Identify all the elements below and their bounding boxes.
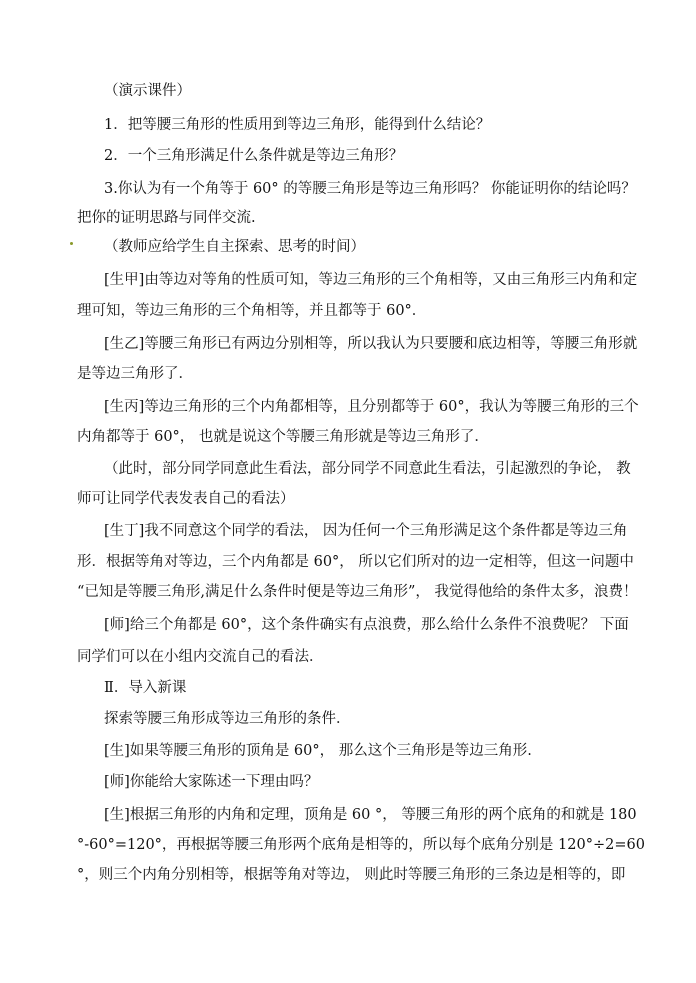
- text-line: 把你的证明思路与同伴交流.: [77, 210, 256, 226]
- text-line: 内角都等于 60°， 也就是说这个等腰三角形就是等边三角形了．: [77, 429, 489, 445]
- text-line: [生丁]我不同意这个同学的看法， 因为任何一个三角形满足这个条件都是等边三角: [104, 523, 628, 539]
- text-line: 理可知，等边三角形的三个角相等，并且都等于 60°．: [77, 303, 427, 319]
- text-line: [生]根据三角形的内角和定理，顶角是 60 °， 等腰三角形的两个底角的和就是 180: [104, 807, 637, 823]
- text-line: 1．把等腰三角形的性质用到等边三角形，能得到什么结论？: [104, 117, 491, 133]
- text-line: [生甲]由等边对等角的性质可知，等边三角形的三个角相等，又由三角形三内角和定: [104, 272, 638, 288]
- text-line: [师]你能给大家陈述一下理由吗？: [104, 774, 319, 790]
- text-line: [生丙]等边三角形的三个内角都相等，且分别都等于 60°，我认为等腰三角形的三个: [104, 399, 639, 415]
- text-line: （教师应给学生自主探索、思考的时间）: [104, 239, 365, 255]
- text-line: （此时，部分同学同意此生看法，部分同学不同意此生看法，引起激烈的争论， 教: [104, 461, 631, 477]
- text-line: 是等边三角形了．: [77, 366, 193, 382]
- margin-mark: [70, 242, 73, 245]
- text-line: °-60°=120°，再根据等腰三角形两个底角是相等的，所以每个底角分别是 120°÷2=60: [77, 837, 645, 853]
- text-line: 探索等腰三角形成等边三角形的条件．: [104, 711, 351, 727]
- text-line: [生]如果等腰三角形的顶角是 60°， 那么这个三角形是等边三角形.: [104, 743, 532, 759]
- text-line: 同学们可以在小组内交流自己的看法．: [77, 649, 324, 665]
- text-line: 3.你认为有一个角等于 60° 的等腰三角形是等边三角形吗？ 你能证明你的结论吗？: [104, 181, 636, 197]
- text-line: 师可让同学代表发表自己的看法）: [77, 491, 295, 507]
- text-line: [生乙]等腰三角形已有两边分别相等，所以我认为只要腰和底边相等，等腰三角形就: [104, 336, 638, 352]
- section-heading: Ⅱ．导入新课: [104, 680, 187, 696]
- text-line: [师]给三个角都是 60°，这个条件确实有点浪费，那么给什么条件不浪费呢？ 下面: [104, 617, 629, 633]
- text-line: “已知是等腰三角形,满足什么条件时便是等边三角形”， 我觉得他给的条件太多，浪费！: [77, 584, 638, 600]
- text-line: （演示课件）: [104, 83, 191, 99]
- text-line: °，则三个内角分别相等，根据等角对等边， 则此时等腰三角形的三条边是相等的，即: [77, 867, 626, 883]
- text-line: 形．根据等角对等边，三个内角都是 60°， 所以它们所对的边一定相等，但这一问题中: [77, 554, 634, 570]
- text-line: 2．一个三角形满足什么条件就是等边三角形？: [104, 148, 404, 164]
